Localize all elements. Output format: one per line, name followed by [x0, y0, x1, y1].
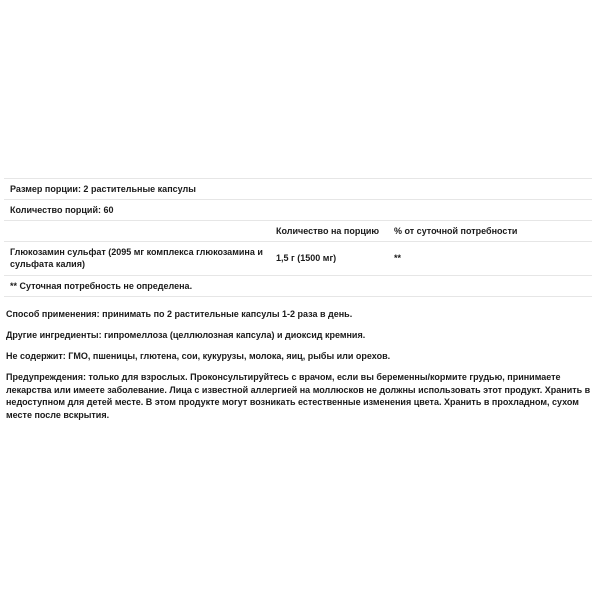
free-of-text: Не содержит: ГМО, пшеницы, глютена, сои, кукурузы, молока, яиц, рыбы или орехов. [6, 351, 391, 361]
daily-value-header: % от суточной потребности [394, 226, 518, 236]
servings-per-container: Количество порций: 60 [10, 205, 114, 215]
table-row [4, 241, 592, 275]
supplement-facts-table [4, 178, 592, 297]
amount-per-serving-header: Количество на порцию [276, 226, 380, 236]
ingredient-amount: 1,5 г (1500 мг) [276, 253, 337, 263]
other-ingredients-text: Другие ингредиенты: гипромеллоза (целлюлозная капсула) и диоксид кремния. [6, 330, 366, 340]
ingredient-name: Глюкозамин сульфат (2095 мг комплекса глюкозамина и сульфата калия) [10, 247, 263, 269]
usage-text: Способ применения: принимать по 2 растительные капсулы 1-2 раза в день. [6, 309, 353, 319]
footnote: ** Суточная потребность не определена. [10, 281, 193, 291]
warnings-text: Предупреждения: только для взрослых. Проконсультируйтесь с врачом, если вы беременны/кормите грудью, принимаете лекарства или имеете заболевание. Лица с известной аллергией на моллюсков не должны использовать этот продукт. Хранить в недоступном для детей месте. В этом продукте могут возникать естественные изменения цвета. Хранить в прохладном, сухом месте после вскрытия. [6, 372, 591, 420]
servings-per-container-row [4, 199, 592, 220]
serving-size: Размер порции: 2 растительные капсулы [10, 184, 196, 194]
table-header-row [4, 220, 592, 241]
ingredient-daily-value: ** [394, 253, 402, 263]
footnote-row [4, 275, 592, 297]
serving-size-row [4, 178, 592, 199]
